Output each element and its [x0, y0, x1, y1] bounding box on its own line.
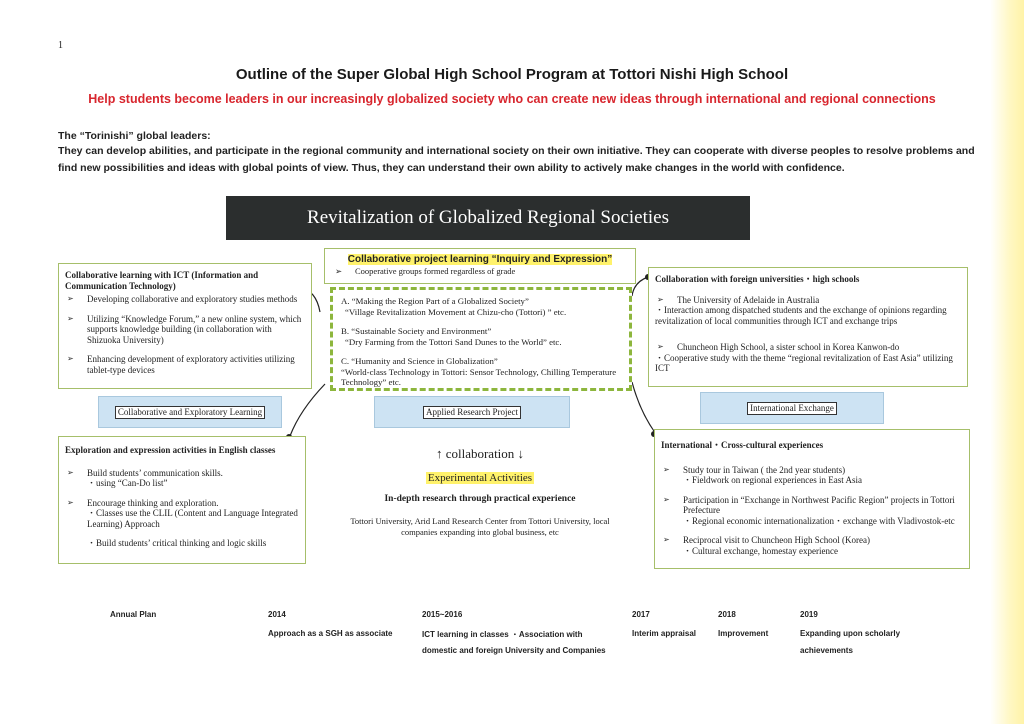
arrow-bullet-icon: ➢ — [335, 266, 343, 276]
list-item: ➢ Reciprocal visit to Chuncheon High School (Korea) ・Cultural exchange, homestay experience — [663, 535, 870, 556]
plan-description: Interim appraisal — [632, 629, 697, 638]
theme-item: C. “Humanity and Science in Globalization” “World-class Technology in Tottori: Sensor Technology, Chilling Temperature Technology” etc. — [341, 356, 617, 387]
arrow-bullet-icon: ➢ — [67, 497, 74, 507]
list-item: ➢ Chuncheon High School, a sister school in Korea Kanwon-do ・Cooperative study with the theme “regional revitalization of East Asia” utilizing ICT — [655, 342, 953, 373]
list-item: ➢ Enhancing development of exploratory activities utilizing tablet-type devices — [67, 354, 295, 375]
plan-year: 2017 — [632, 610, 650, 619]
annual-plan-label: Annual Plan — [110, 610, 157, 619]
plan-description: domestic and foreign University and Companies — [422, 646, 606, 655]
cross-cultural-heading: International・Cross-cultural experiences — [661, 440, 824, 450]
project-learning-heading: Collaborative project learning “Inquiry and Expression” — [347, 254, 613, 265]
plan-description: Expanding upon scholarly — [800, 629, 901, 638]
plan-description: Improvement — [718, 629, 769, 638]
list-item: ・Build students’ critical thinking and logic skills — [87, 538, 267, 548]
arrow-bullet-icon: ➢ — [67, 467, 74, 477]
plan-description: ICT learning in classes ・Association with — [422, 630, 583, 639]
page-number: 1 — [58, 40, 63, 51]
plan-description: achievements — [800, 646, 853, 655]
banner-text: Revitalization of Globalized Regional Societies — [307, 207, 669, 228]
leaders-heading: The “Torinishi” global leaders: — [58, 130, 211, 142]
theme-item: B. “Sustainable Society and Environment” “Dry Farming from the Tottori Sand Dunes to the World” etc. — [341, 326, 562, 347]
project-learning-note: Cooperative groups formed regardless of grade — [355, 266, 516, 276]
english-classes-box — [58, 436, 306, 564]
arrow-bullet-icon: ➢ — [663, 494, 670, 504]
plan-year: 2018 — [718, 610, 736, 619]
ict-learning-box — [58, 263, 312, 389]
experimental-heading: Experimental Activities — [427, 472, 533, 484]
list-item: ➢ Build students’ communication skills. ・using “Can-Do list” — [67, 467, 223, 488]
cross-cultural-box — [654, 429, 970, 569]
arrow-bullet-icon: ➢ — [663, 535, 670, 544]
list-item: ➢ Developing collaborative and exploratory studies methods — [67, 294, 298, 304]
leaders-description: They can develop abilities, and participate in the regional community and international society on their own initiative. They can cooperate with diverse peoples to resolve problems and find new possibilities and ideas with global points of view. Thus, they can understand their own ability to actively make changes in the world with confidence. — [58, 145, 975, 174]
arrow-bullet-icon: ➢ — [67, 294, 74, 303]
experimental-section — [330, 446, 630, 537]
foreign-collaboration-box — [648, 267, 968, 387]
arrow-bullet-icon: ➢ — [67, 354, 74, 363]
arrow-bullet-icon: ➢ — [67, 313, 74, 323]
connector-left-bottom — [290, 384, 325, 436]
page-title: Outline of the Super Global High School Program at Tottori Nishi High School — [235, 66, 789, 83]
project-themes-box — [330, 287, 632, 391]
tag-international-exchange: International Exchange — [700, 392, 884, 424]
arrow-bullet-icon: ➢ — [663, 464, 670, 474]
foreign-collaboration-heading: Collaboration with foreign universities・high schools — [655, 274, 860, 284]
plan-year: 2015~2016 — [422, 610, 463, 619]
tag-applied-research: Applied Research Project — [374, 396, 570, 428]
list-item: ➢ Participation in “Exchange in Northwest Pacific Region” projects in Tottori Prefecture ・Regional economic internationalization・exchange with Vladivostok-etc — [663, 494, 955, 526]
ict-learning-heading: Collaborative learning with ICT (Information and Communication Technology) — [65, 270, 259, 291]
collaboration-arrows: ↑ collaboration ↓ — [435, 446, 525, 461]
theme-item: A. “Making the Region Part of a Globalized Society” “Village Revitalization Movement at Chizu-cho (Tottori) ” etc. — [341, 296, 567, 317]
plan-description: Approach as a SGH as associate — [268, 629, 393, 638]
arrow-bullet-icon: ➢ — [657, 342, 664, 351]
project-learning-box — [324, 248, 636, 284]
plan-year: 2019 — [800, 610, 818, 619]
english-classes-heading: Exploration and expression activities in English classes — [65, 445, 276, 455]
arrow-bullet-icon: ➢ — [657, 294, 664, 304]
list-item: ➢ The University of Adelaide in Australia ・Interaction among dispatched students and the exchange of opinions regarding revitalization of local communities through ICT and exchange trips — [655, 294, 947, 326]
plan-year: 2014 — [268, 610, 286, 619]
page-subtitle: Help students become leaders in our increasingly globalized society who can create new ideas through international and regional connections — [88, 92, 936, 106]
list-item: ➢ Study tour in Taiwan ( the 2nd year students) ・Fieldwork on regional experiences in East Asia — [663, 464, 862, 485]
connector-right-bottom — [632, 382, 656, 434]
list-item: ➢ Utilizing “Knowledge Forum,” a new online system, which supports knowledge building (in collaboration with Shizuoka University) — [67, 313, 302, 345]
experimental-subheading: In-depth research through practical experience — [384, 494, 576, 504]
tag-collaborative-exploratory: Collaborative and Exploratory Learning — [98, 396, 282, 428]
list-item: ➢ Encourage thinking and exploration. ・Classes use the CLIL (Content and Language Integrated Learning) Approach — [67, 497, 298, 529]
experimental-body: Tottori University, Arid Land Research Center from Tottori University, local companies expanding into global business, etc — [350, 516, 610, 537]
